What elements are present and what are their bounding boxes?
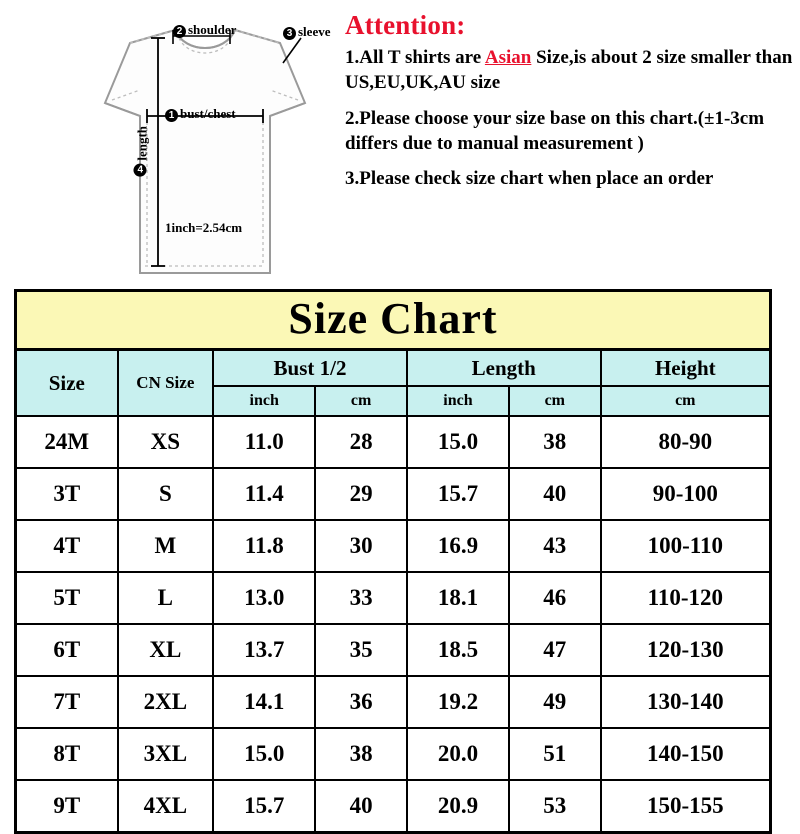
cell-bust-cm: 36 (315, 676, 407, 728)
cell-bust-cm: 29 (315, 468, 407, 520)
marker-4-icon: 4 (133, 164, 146, 177)
cell-bust-cm: 28 (315, 416, 407, 468)
table-row (17, 728, 769, 780)
attention-block (345, 10, 795, 201)
cell-length-cm: 51 (509, 728, 601, 780)
attention-line-3: 3.Please check size chart when place an order (345, 168, 714, 190)
cell-cn: 2XL (118, 676, 214, 728)
cell-size: 7T (17, 676, 118, 728)
cell-length-cm: 49 (509, 676, 601, 728)
cell-length-inch: 18.5 (407, 624, 509, 676)
table-row (17, 624, 769, 676)
tshirt-diagram (55, 8, 355, 283)
tshirt-icon (55, 8, 355, 283)
top-section (0, 0, 800, 285)
cell-length-inch: 18.1 (407, 572, 509, 624)
label-bust (165, 106, 236, 122)
cell-length-cm: 46 (509, 572, 601, 624)
header-length: Length (407, 351, 601, 386)
table-row (17, 520, 769, 572)
label-length (133, 126, 150, 177)
cell-length-cm: 40 (509, 468, 601, 520)
header-bust: Bust 1/2 (213, 351, 407, 386)
size-chart-table (17, 351, 769, 831)
attention-line-2: 2.Please choose your size base on this chart.(±1-3cm differs due to manual measurement ) (345, 107, 765, 154)
cell-length-inch: 19.2 (407, 676, 509, 728)
table-row (17, 468, 769, 520)
attention-asian-highlight: Asian (484, 47, 532, 68)
cell-cn: S (118, 468, 214, 520)
label-shoulder (173, 22, 236, 38)
cell-bust-cm: 35 (315, 624, 407, 676)
cell-bust-inch: 15.7 (213, 780, 315, 831)
cell-cn: XL (118, 624, 214, 676)
cell-length-inch: 20.9 (407, 780, 509, 831)
cell-length-inch: 15.7 (407, 468, 509, 520)
cell-bust-cm: 38 (315, 728, 407, 780)
header-cn-size: CN Size (118, 351, 214, 416)
header-bust-cm: cm (315, 386, 407, 416)
cell-height: 140-150 (601, 728, 769, 780)
attention-line-1-pre: 1.All T shirts are (345, 47, 485, 68)
cell-length-inch: 16.9 (407, 520, 509, 572)
table-row (17, 780, 769, 831)
cell-bust-inch: 14.1 (213, 676, 315, 728)
cell-length-inch: 20.0 (407, 728, 509, 780)
header-height-cm: cm (601, 386, 769, 416)
label-sleeve-text: sleeve (298, 24, 331, 39)
cell-bust-inch: 11.0 (213, 416, 315, 468)
cell-bust-inch: 15.0 (213, 728, 315, 780)
cell-cn: 3XL (118, 728, 214, 780)
cell-height: 130-140 (601, 676, 769, 728)
marker-3-icon: 3 (283, 27, 296, 40)
cell-length-cm: 53 (509, 780, 601, 831)
header-bust-inch: inch (213, 386, 315, 416)
cell-size: 9T (17, 780, 118, 831)
cell-size: 4T (17, 520, 118, 572)
cell-bust-inch: 13.0 (213, 572, 315, 624)
size-chart (14, 289, 772, 834)
label-bust-text: bust/chest (180, 106, 236, 121)
cell-bust-inch: 11.4 (213, 468, 315, 520)
cell-size: 5T (17, 572, 118, 624)
cell-length-cm: 43 (509, 520, 601, 572)
label-shoulder-text: shoulder (188, 22, 237, 37)
label-inch-conversion: 1inch=2.54cm (165, 220, 243, 235)
attention-line-1-post: Size,is about 2 size smaller than US,EU,UK,AU size (345, 47, 793, 94)
cell-length-inch: 15.0 (407, 416, 509, 468)
cell-bust-cm: 33 (315, 572, 407, 624)
cell-cn: XS (118, 416, 214, 468)
cell-bust-cm: 30 (315, 520, 407, 572)
attention-title: Attention: (345, 10, 466, 40)
cell-bust-inch: 11.8 (213, 520, 315, 572)
header-length-inch: inch (407, 386, 509, 416)
table-row (17, 676, 769, 728)
cell-height: 100-110 (601, 520, 769, 572)
cell-height: 80-90 (601, 416, 769, 468)
cell-height: 150-155 (601, 780, 769, 831)
table-header (17, 351, 769, 416)
marker-1-icon: 1 (165, 109, 178, 122)
table-header-row-top (17, 351, 769, 386)
table-body (17, 416, 769, 831)
cell-bust-inch: 13.7 (213, 624, 315, 676)
cell-height: 110-120 (601, 572, 769, 624)
header-height: Height (601, 351, 769, 386)
marker-2-icon: 2 (173, 25, 186, 38)
cell-height: 90-100 (601, 468, 769, 520)
cell-bust-cm: 40 (315, 780, 407, 831)
cell-cn: M (118, 520, 214, 572)
attention-line-1 (345, 45, 795, 96)
table-row (17, 416, 769, 468)
cell-height: 120-130 (601, 624, 769, 676)
size-chart-title: Size Chart (17, 292, 769, 351)
cell-cn: 4XL (118, 780, 214, 831)
cell-length-cm: 47 (509, 624, 601, 676)
cell-cn: L (118, 572, 214, 624)
cell-size: 3T (17, 468, 118, 520)
label-length-text: length (134, 126, 150, 161)
header-length-cm: cm (509, 386, 601, 416)
cell-length-cm: 38 (509, 416, 601, 468)
cell-size: 6T (17, 624, 118, 676)
label-sleeve (283, 24, 330, 40)
cell-size: 8T (17, 728, 118, 780)
header-size: Size (17, 351, 118, 416)
table-row (17, 572, 769, 624)
cell-size: 24M (17, 416, 118, 468)
